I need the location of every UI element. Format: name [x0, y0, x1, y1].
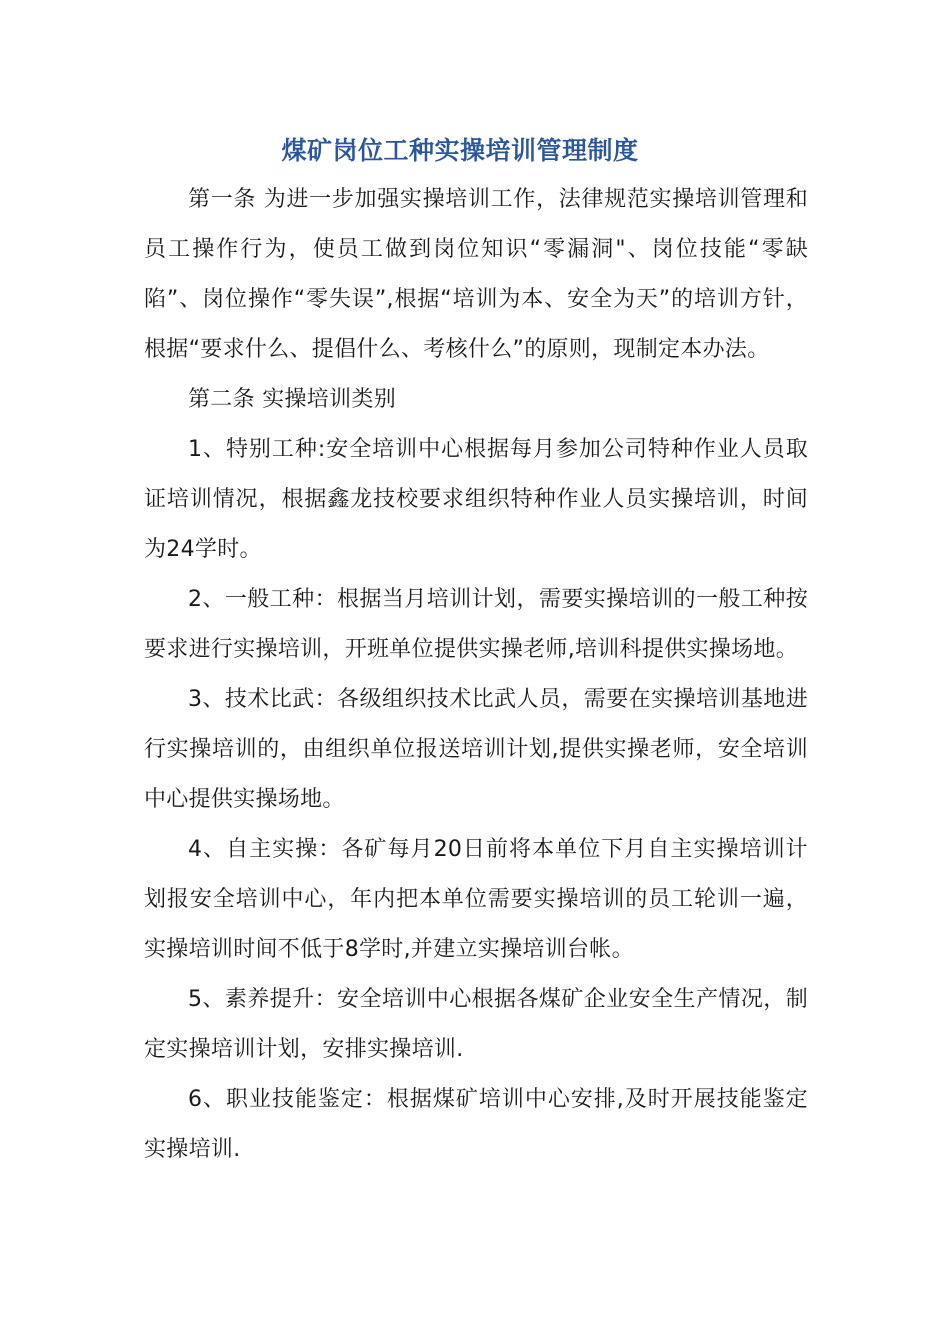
document-body [144, 175, 808, 1175]
paragraph-item-4: 4、自主实操：各矿每月20日前将本单位下月自主实操培训计划报安全培训中心，年内把本单位需要实操培训的员工轮训一遍，实操培训时间不低于8学时,并建立实操培训台帐。 [144, 837, 808, 962]
paragraph-item-2: 2、一般工种：根据当月培训计划，需要实操培训的一般工种按要求进行实操培训，开班单位提供实操老师,培训科提供实操场地。 [144, 587, 808, 662]
paragraph-item-5: 5、素养提升：安全培训中心根据各煤矿企业安全生产情况，制定实操培训计划，安排实操培训. [144, 987, 808, 1062]
paragraph-item-1: 1、特别工种:安全培训中心根据每月参加公司特种作业人员取证培训情况，根据鑫龙技校要求组织特种作业人员实操培训，时间为24学时。 [144, 437, 808, 562]
paragraph-item-3: 3、技术比武：各级组织技术比武人员，需要在实操培训基地进行实操培训的，由组织单位报送培训计划,提供实操老师，安全培训中心提供实操场地。 [144, 687, 808, 812]
paragraph-article-1: 第一条 为进一步加强实操培训工作，法律规范实操培训管理和员工操作行为，使员工做到岗位知识“零漏洞"、岗位技能“零缺陷”、岗位操作“零失误”,根据“培训为本、安全为天”的培训方针，根据“要求什么、提倡什么、考核什么”的原则，现制定本办法。 [144, 187, 808, 362]
document-title: 煤矿岗位工种实操培训管理制度 [281, 136, 639, 165]
paragraph-item-6: 6、职业技能鉴定：根据煤矿培训中心安排,及时开展技能鉴定实操培训. [144, 1087, 808, 1162]
paragraph-article-2-heading: 第二条 实操培训类别 [188, 387, 396, 412]
